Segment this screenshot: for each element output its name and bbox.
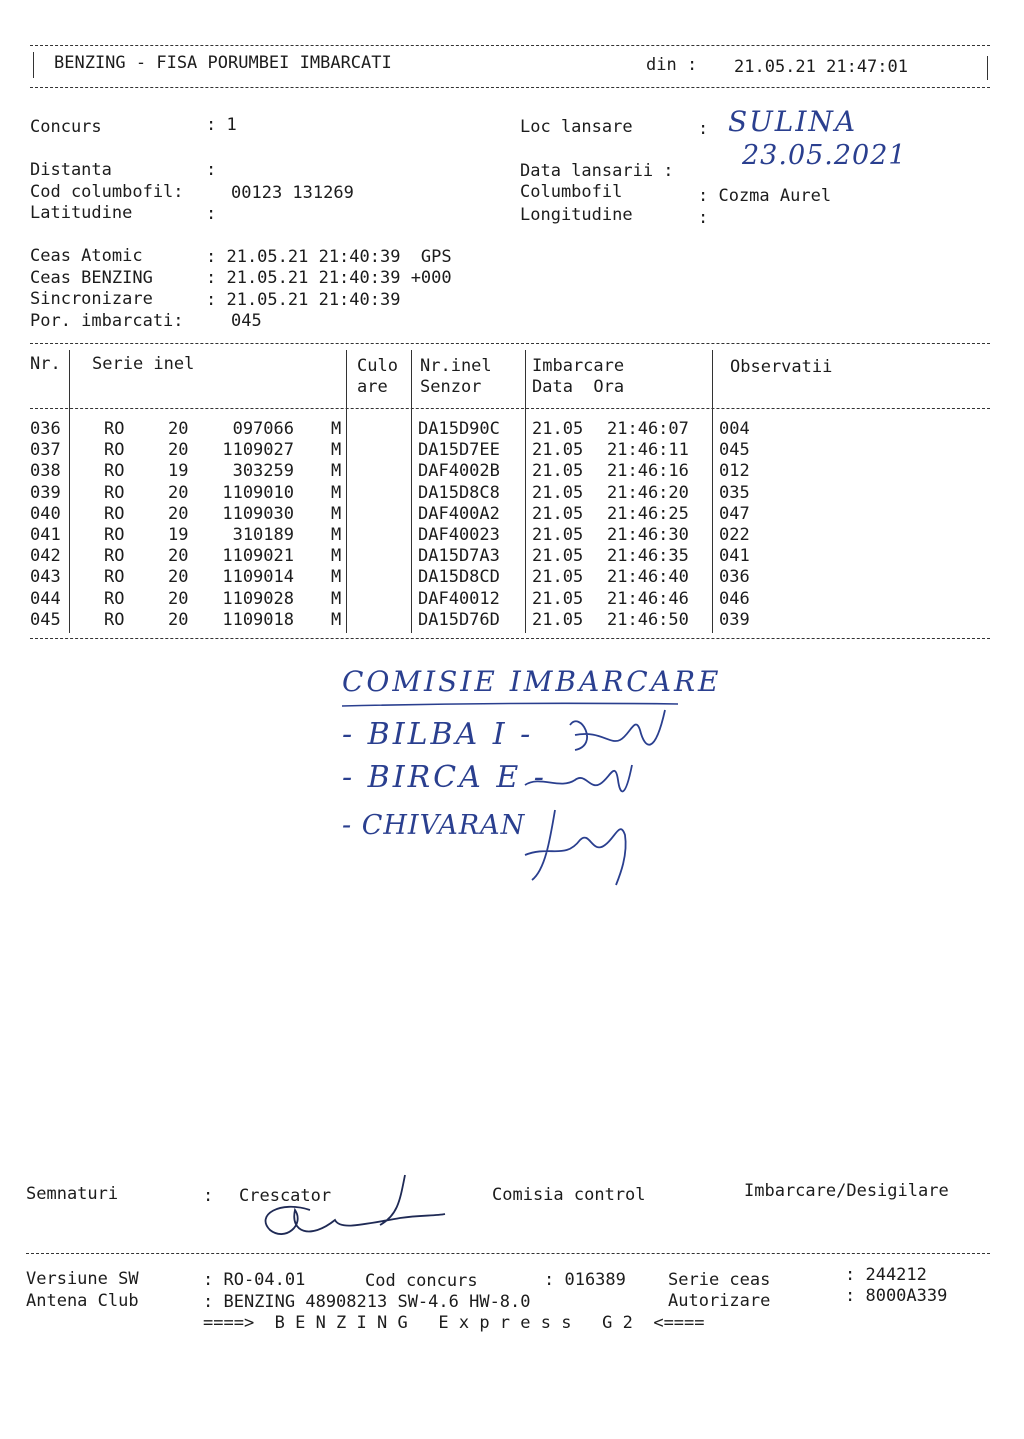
row-data: 21.05 <box>532 588 584 609</box>
longitudine-value: : <box>698 208 709 228</box>
member-3-signature <box>520 800 640 890</box>
row-observatii: 045 <box>719 440 750 461</box>
row-ora: 21:46:07 <box>607 419 689 439</box>
row-data: 21.05 <box>532 567 584 588</box>
row-data: 21.05 <box>532 546 584 567</box>
row-data: 21.05 <box>532 503 584 524</box>
versiune-sw-label: Versiune SW <box>26 1269 139 1289</box>
row-observatii: 022 <box>719 525 750 545</box>
row-tara: RO <box>104 588 125 609</box>
handwritten-member-3: - CHIVARAN <box>342 810 526 841</box>
col-header-imbarcare-2: Data Ora <box>532 377 625 397</box>
autorizare-label: Autorizare <box>668 1291 771 1311</box>
row-senzor: DAF40023 <box>418 525 500 545</box>
row-senzor: DA15D7EE <box>418 440 500 461</box>
print-date-value: 21.05.21 21:47:01 <box>734 57 908 77</box>
footer-rule <box>26 1253 990 1254</box>
header-bottom-rule <box>30 87 990 88</box>
latitudine-value: : <box>206 204 217 224</box>
row-inel: 1109030 <box>222 503 294 524</box>
row-tara: RO <box>104 419 125 439</box>
benzing-express-banner: ====> B E N Z I N G E x p r e s s G 2 <==== <box>203 1313 705 1333</box>
row-senzor: DAF40012 <box>418 588 500 609</box>
crescator-signature <box>250 1170 450 1245</box>
row-ora: 21:46:16 <box>607 461 689 482</box>
row-tara: RO <box>104 461 125 482</box>
row-ora: 21:46:40 <box>607 567 689 588</box>
ceas-benzing-value: : 21.05.21 21:40:39 +000 <box>206 268 452 288</box>
row-nr: 043 <box>30 567 61 588</box>
row-an: 19 <box>168 525 189 545</box>
row-tara: RO <box>104 503 125 524</box>
row-tara: RO <box>104 525 125 545</box>
row-observatii: 012 <box>719 461 750 482</box>
col-header-culoare-2: are <box>357 377 388 397</box>
row-sex: M <box>331 440 342 461</box>
row-inel: 1109014 <box>222 567 294 588</box>
row-inel: 1109027 <box>222 440 294 461</box>
loc-lansare-label: Loc lansare <box>520 117 633 137</box>
distanta-label: Distanta <box>30 160 112 180</box>
row-observatii: 035 <box>719 482 750 503</box>
row-inel: 1109010 <box>222 482 294 503</box>
cod-concurs-label: Cod concurs <box>365 1271 478 1291</box>
row-inel: 097066 <box>232 419 294 439</box>
porumbei-imbarcati-value: 045 <box>231 311 262 331</box>
col-header-nrinel-2: Senzor <box>420 377 482 397</box>
versiune-sw-value: : RO-04.01 <box>203 1270 306 1290</box>
table-header-rule <box>30 408 990 409</box>
table-bottom-rule <box>30 638 990 639</box>
ceas-benzing-label: Ceas BENZING <box>30 268 153 288</box>
row-tara: RO <box>104 609 125 630</box>
row-inel: 310189 <box>232 525 294 545</box>
col-header-imbarcare-1: Imbarcare <box>532 356 625 376</box>
row-data: 21.05 <box>532 440 584 461</box>
row-nr: 036 <box>30 419 61 439</box>
loc-lansare-colon: : <box>698 119 709 139</box>
row-ora: 21:46:35 <box>607 546 689 567</box>
row-nr: 039 <box>30 482 61 503</box>
document-title: BENZING - FISA PORUMBEI IMBARCATI <box>54 53 392 73</box>
row-senzor: DA15D76D <box>418 609 500 630</box>
row-senzor: DA15D8C8 <box>418 482 500 503</box>
row-an: 20 <box>168 567 189 588</box>
row-sex: M <box>331 546 342 567</box>
row-nr: 045 <box>30 609 61 630</box>
row-data: 21.05 <box>532 461 584 482</box>
row-an: 20 <box>168 609 189 630</box>
concurs-value: : 1 <box>206 115 237 135</box>
row-sex: M <box>331 588 342 609</box>
row-sex: M <box>331 503 342 524</box>
row-an: 20 <box>168 440 189 461</box>
cod-columbofil-label: Cod columbofil: <box>30 182 184 202</box>
col-sep-nr <box>69 350 70 633</box>
row-nr: 042 <box>30 546 61 567</box>
print-date-label: din : <box>646 55 698 75</box>
row-observatii: 039 <box>719 609 750 630</box>
sincronizare-label: Sincronizare <box>30 289 153 309</box>
table-top-rule <box>30 343 990 344</box>
row-observatii: 047 <box>719 503 750 524</box>
row-inel: 1109021 <box>222 546 294 567</box>
row-senzor: DA15D90C <box>418 419 500 439</box>
row-sex: M <box>331 419 342 439</box>
row-an: 20 <box>168 588 189 609</box>
row-an: 20 <box>168 503 189 524</box>
distanta-value: : <box>206 160 217 180</box>
row-senzor: DA15D8CD <box>418 567 500 588</box>
col-header-nr: Nr. <box>30 354 61 374</box>
serie-ceas-value: : 244212 <box>845 1265 927 1285</box>
row-sex: M <box>331 525 342 545</box>
col-sep-sex <box>346 350 347 633</box>
header-left-border <box>33 52 34 78</box>
row-tara: RO <box>104 567 125 588</box>
handwritten-member-1: - BILBA I - <box>342 717 534 752</box>
row-sex: M <box>331 609 342 630</box>
row-ora: 21:46:11 <box>607 440 689 461</box>
col-sep-ora <box>712 350 713 633</box>
row-an: 19 <box>168 461 189 482</box>
row-inel: 303259 <box>232 461 294 482</box>
row-sex: M <box>331 567 342 588</box>
sincronizare-value: : 21.05.21 21:40:39 <box>206 290 401 310</box>
data-lansarii-label: Data lansarii : <box>520 161 674 181</box>
latitudine-label: Latitudine <box>30 203 133 223</box>
imbarcare-desigilare-label: Imbarcare/Desigilare <box>744 1181 949 1201</box>
comisia-control-label: Comisia control <box>492 1185 646 1205</box>
columbofil-value: : Cozma Aurel <box>698 186 832 206</box>
ceas-atomic-label: Ceas Atomic <box>30 246 143 266</box>
row-ora: 21:46:30 <box>607 525 689 545</box>
row-an: 20 <box>168 546 189 567</box>
row-nr: 038 <box>30 461 61 482</box>
row-nr: 044 <box>30 588 61 609</box>
col-header-nrinel-1: Nr.inel <box>420 356 492 376</box>
row-senzor: DAF400A2 <box>418 503 500 524</box>
cod-concurs-value: : 016389 <box>544 1270 626 1290</box>
row-nr: 041 <box>30 525 61 545</box>
col-sep-senzor <box>525 350 526 633</box>
antena-club-label: Antena Club <box>26 1291 139 1311</box>
loc-lansare-handwritten: SULINA <box>728 105 858 138</box>
porumbei-imbarcati-label: Por. imbarcati: <box>30 311 184 331</box>
row-senzor: DA15D7A3 <box>418 546 500 567</box>
row-data: 21.05 <box>532 482 584 503</box>
col-header-culoare-1: Culo <box>357 356 398 376</box>
row-tara: RO <box>104 546 125 567</box>
col-sep-culoare <box>411 350 412 633</box>
row-nr: 040 <box>30 503 61 524</box>
row-observatii: 036 <box>719 567 750 588</box>
serie-ceas-label: Serie ceas <box>668 1270 771 1290</box>
row-nr: 037 <box>30 440 61 461</box>
antena-club-value: : BENZING 48908213 SW-4.6 HW-8.0 <box>203 1292 531 1312</box>
handwritten-committee-title: COMISIE IMBARCARE <box>342 665 722 698</box>
row-sex: M <box>331 482 342 503</box>
row-senzor: DAF4002B <box>418 461 500 482</box>
semnaturi-label: Semnaturi <box>26 1184 119 1204</box>
row-inel: 1109028 <box>222 588 294 609</box>
data-lansarii-handwritten: 23.05.2021 <box>742 140 907 171</box>
row-an: 20 <box>168 419 189 439</box>
row-an: 20 <box>168 482 189 503</box>
row-ora: 21:46:20 <box>607 482 689 503</box>
row-data: 21.05 <box>532 525 584 545</box>
row-ora: 21:46:25 <box>607 503 689 524</box>
crescator-label: Crescator <box>239 1186 332 1206</box>
concurs-label: Concurs <box>30 117 102 137</box>
row-observatii: 046 <box>719 588 750 609</box>
autorizare-value: : 8000A339 <box>845 1286 948 1306</box>
row-observatii: 004 <box>719 419 750 439</box>
handwritten-member-2: - BIRCA E - <box>342 760 547 795</box>
row-data: 21.05 <box>532 419 584 439</box>
col-header-observatii: Observatii <box>730 357 833 377</box>
col-header-serie: Serie inel <box>92 354 195 374</box>
cod-columbofil-value: 00123 131269 <box>231 183 354 203</box>
row-tara: RO <box>104 440 125 461</box>
semnaturi-colon: : <box>203 1186 214 1206</box>
row-tara: RO <box>104 482 125 503</box>
longitudine-label: Longitudine <box>520 205 633 225</box>
ceas-atomic-value: : 21.05.21 21:40:39 GPS <box>206 247 452 267</box>
row-sex: M <box>331 461 342 482</box>
row-observatii: 041 <box>719 546 750 567</box>
columbofil-label: Columbofil <box>520 182 623 202</box>
row-ora: 21:46:46 <box>607 588 689 609</box>
row-inel: 1109018 <box>222 609 294 630</box>
row-data: 21.05 <box>532 609 584 630</box>
header-right-border <box>987 56 988 80</box>
row-ora: 21:46:50 <box>607 609 689 630</box>
header-top-rule <box>30 45 990 46</box>
